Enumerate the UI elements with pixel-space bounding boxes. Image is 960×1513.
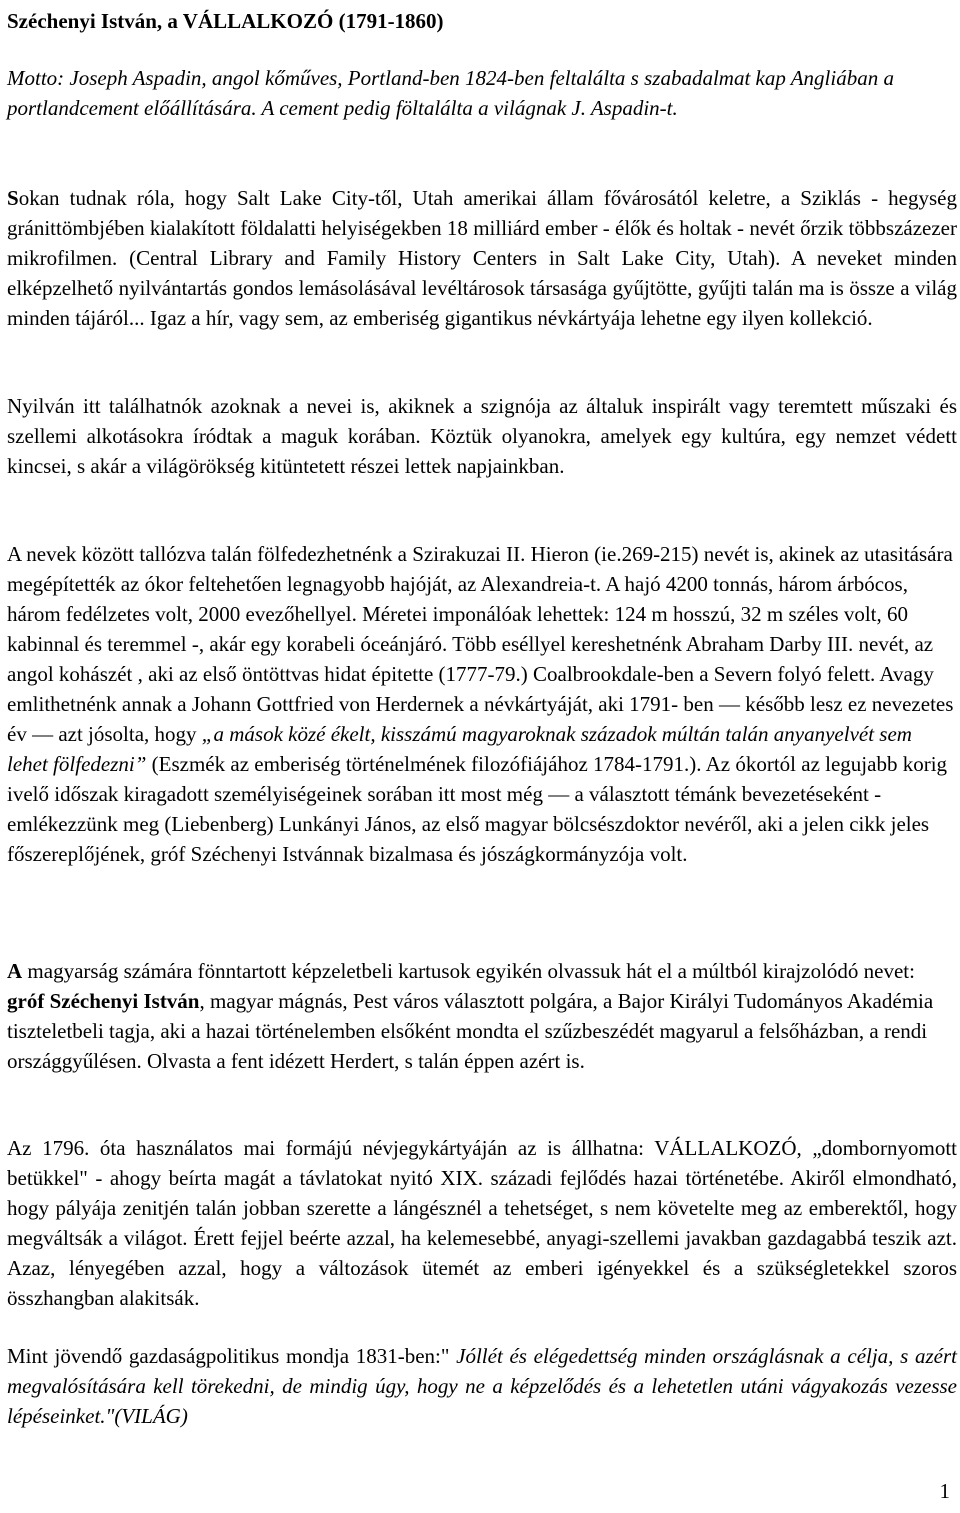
paragraph-text: Mint jövendő gazdaságpolitikus mondja 1831-ben:": [7, 1344, 457, 1368]
paragraph-quote-1831: [7, 1341, 957, 1431]
paragraph-text: A nevek között tallózva talán fölfedezhetnénk a Szirakuzai II. Hieron (ie.269-215) nevét is, akinek az utasitására megépítették az ókor feltehetően legnagyobb hajóját, az Alexandreia-t. A hajó 4200 tonnás, három árbócos, három fedélzetes volt, 2000 evezőhellyel. Méretei imponálóak lehettek: 124 m hosszú, 32 m széles volt, 60 kabinnal és teremmel -, akár egy korabeli óceánjáró. Több eséllyel kereshetnénk Abraham Darby III. nevét, az angol kohászét , aki az első öntöttvas hidat épitette (1777-79.) Coalbrookdale-ben a Severn folyó felett. Avagy emlithetnénk annak a Johann Gottfried von Herdernek a névkártyáját, aki 1791- ben — később lesz ez nevezetes év — azt jósolta, hogy: [7, 542, 954, 746]
paragraph-names: [7, 539, 957, 869]
herder-quote: „a mások közé ékelt, kisszámú magyaroknak századok múltán talán anyanyelvét sem lehet fölfedezni”: [7, 722, 912, 776]
paragraph-szechenyi: [7, 956, 957, 1076]
paragraph-salt-lake: [7, 183, 957, 333]
page-number: 1: [939, 1479, 950, 1503]
paragraph-text: , magyar mágnás, Pest város választott polgára, a Bajor Királyi Tudományos Akadémia tiszteletbeli tagja, aki a hazai történelemben elsőként mondta el szűzbeszédét magyarul a felsőházban, a rendi országgyűlésen. Olvasta a fent idézett Herdert, s talán éppen azért is.: [7, 989, 934, 1073]
paragraph-text: magyarság számára fönntartott képzeletbeli kartusok egyikén olvassuk hát el a múltból kirajzolódó nevet:: [22, 959, 915, 983]
paragraph-text: (Eszmék az emberiség történelmének filozófiájához 1784-1791.). Az ókortól az legujabb korig ivelő időszak kiragadott személyiségeinek sorában itt most még — a választott témánk bevezetéseként - emlékezzünk meg (Liebenberg) Lunkányi János, az első magyar bölcsészdoktor nevéről, aki a jelen cikk jeles főszereplőjének, gróf Széchenyi Istvánnak bizalmasa és jószágkormányzója volt.: [7, 752, 948, 866]
paragraph-business-card: Az 1796. óta használatos mai formájú névjegykártyáján az is állhatna: VÁLLALKOZÓ, „dombornyomott betükkel" - ahogy beírta magát a távlatokat nyitó XIX. századi fejlődés hazai történetébe. Akiről elmondható, hogy pályája zenitjén talán jobban szerette a lángésznél a tehetséget, s nem követelte meg az emberektől, hogy megváltsák a világot. Érett fejjel beérte azzal, ha kelemesebbé, anyagi-szellemi javakban gazdagabbá teszik azt. Azaz, lényegében azzal, hogy a változások ütemét az emberi igényekkel és a szükségletekkel szoros összhangban alakitsák.: [7, 1136, 957, 1310]
paragraph-text: okan tudnak róla, hogy Salt Lake City-től, Utah amerikai állam fővárosától keletre, a Sziklás - hegység gránittömbjében kialakított földalatti helyiségekben 18 milliárd ember - élők és holtak - nevét őrzik többszázezer mikrofilmen. (Central Library and Family History Centers in Salt Lake City, Utah). A neveket minden elképzelhető nyilvántartás gondos lemásolásával levéltárosok társasága gyűjtötte, gyűjti talán ma is össze a világ minden tájáról... Igaz a hír, vagy sem, az emberiség gigantikus névkártyája lehetne egy ilyen kollekció.: [7, 186, 957, 330]
drop-initial: A: [7, 959, 23, 983]
szechenyi-quote: Jóllét és elégedettség minden országlásnak a célja, s azért megvalósítására kell törekedni, de mindig úgy, hogy ne a képzelődés és a lehetetlen utáni vágyakozás vezesse lépéseinket."(VILÁG): [7, 1344, 957, 1428]
document-title: Széchenyi István, a VÁLLALKOZÓ (1791-1860): [7, 9, 444, 33]
szechenyi-name: gróf Széchenyi István: [7, 989, 200, 1013]
paragraph-signatures: Nyilván itt találhatnók azoknak a nevei is, akiknek a szignója az általuk inspirált vagy teremtett műszaki és szellemi alkotásokra íródtak a maguk korában. Köztük olyanokra, amelyek egy kultúra, egy nemzet védett kincsei, s akár a világörökség kitüntetett részei lettek napjainkban.: [7, 394, 957, 478]
motto: Motto: Joseph Aspadin, angol kőműves, Portland-ben 1824-ben feltalálta s szabadalmat kap Angliában a portlandcement előállítására. A cement pedig föltalálta a világnak J. Aspadin-t.: [7, 66, 894, 120]
drop-initial: S: [7, 186, 19, 210]
